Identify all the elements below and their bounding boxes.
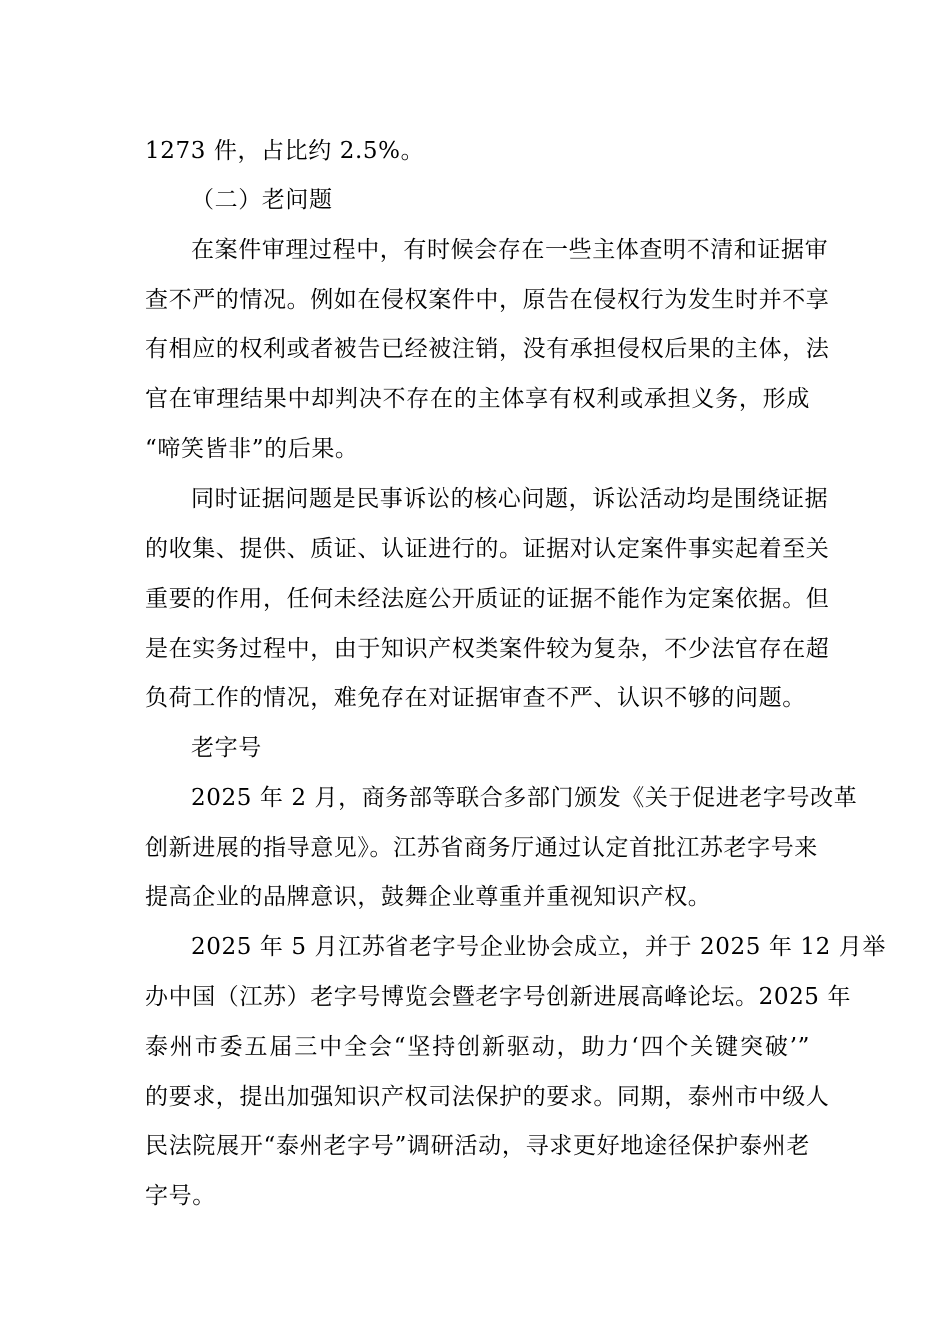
paragraph-line: 同时证据问题是民事诉讼的核心问题，诉讼活动均是围绕证据 — [191, 486, 829, 512]
paragraph-line: 民法院展开“泰州老字号”调研活动，寻求更好地途径保护泰州老 — [145, 1133, 810, 1159]
paragraph-line: 字号。 — [145, 1183, 216, 1209]
paragraph-line: 办中国（江苏）老字号博览会暨老字号创新进展高峰论坛。2025 年 — [145, 984, 852, 1010]
paragraph-line: 是在实务过程中，由于知识产权类案件较为复杂，不少法官存在超 — [145, 636, 830, 662]
section-heading: 老字号 — [191, 735, 262, 761]
paragraph-line: 查不严的情况。例如在侵权案件中，原告在侵权行为发生时并不享 — [145, 287, 830, 313]
paragraph-line: 泰州市委五届三中全会“坚持创新驱动，助力‘四个关键突破’” — [145, 1034, 810, 1060]
paragraph-line: 2025 年 5 月江苏省老字号企业协会成立，并于 2025 年 12 月举 — [191, 934, 886, 960]
paragraph-line: 2025 年 2 月，商务部等联合多部门颁发《关于促进老字号改革 — [191, 785, 858, 811]
paragraph-line: 负荷工作的情况，难免存在对证据审查不严、认识不够的问题。 — [145, 685, 806, 711]
paragraph-line: “啼笑皆非”的后果。 — [145, 436, 359, 462]
paragraph-line: 的收集、提供、质证、认证进行的。证据对认定案件事实起着至关 — [145, 536, 830, 562]
paragraph-line: 1273 件，占比约 2.5%。 — [145, 138, 425, 164]
paragraph-line: 重要的作用，任何未经法庭公开质证的证据不能作为定案依据。但 — [145, 586, 830, 612]
paragraph-line: 有相应的权利或者被告已经被注销，没有承担侵权后果的主体，法 — [145, 336, 830, 362]
paragraph-line: 提高企业的品牌意识，鼓舞企业尊重并重视知识产权。 — [145, 884, 712, 910]
paragraph-line: 官在审理结果中却判决不存在的主体享有权利或承担义务，形成 — [145, 386, 810, 412]
section-heading: （二）老问题 — [191, 187, 333, 213]
paragraph-line: 在案件审理过程中，有时候会存在一些主体查明不清和证据审 — [191, 237, 829, 263]
paragraph-line: 的要求，提出加强知识产权司法保护的要求。同期，泰州市中级人 — [145, 1084, 830, 1110]
paragraph-line: 创新进展的指导意见》。江苏省商务厅通过认定首批江苏老字号来 — [145, 835, 818, 861]
